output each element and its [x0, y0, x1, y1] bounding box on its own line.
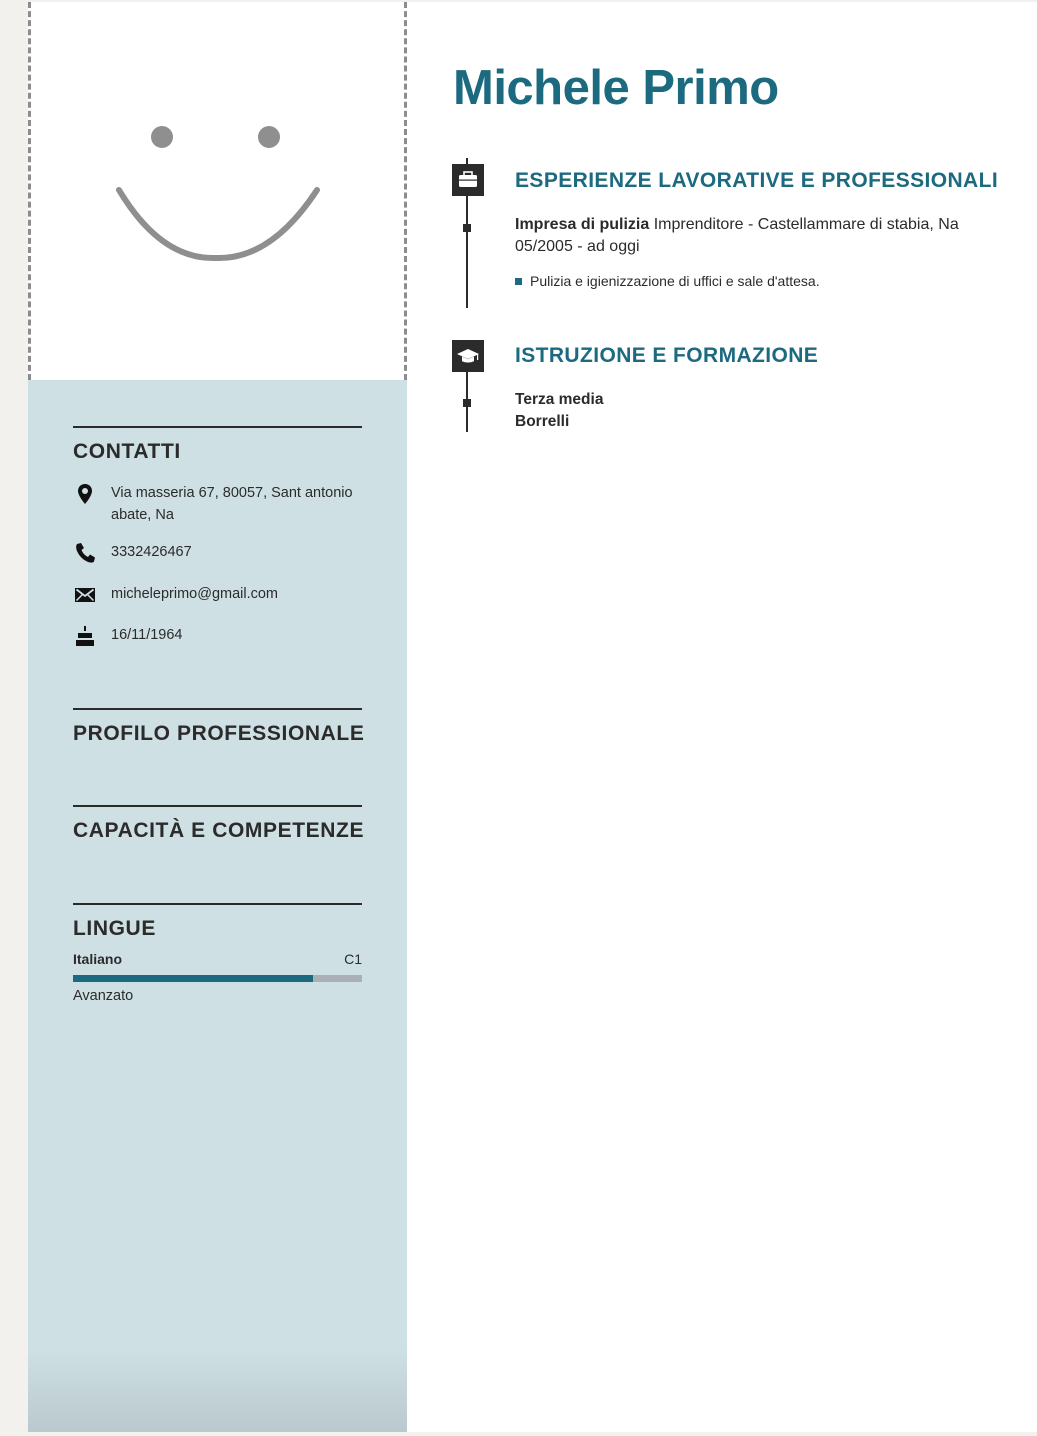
contacts-title: CONTATTI: [73, 440, 181, 463]
education-title: ISTRUZIONE E FORMAZIONE: [515, 344, 819, 367]
briefcase-icon: [452, 164, 484, 196]
education-item: [515, 389, 995, 433]
skills-section: [73, 805, 365, 843]
sidebar-panel: [28, 380, 407, 1432]
experience-bullet: [515, 273, 820, 289]
contact-birthdate: [73, 624, 362, 648]
bullet-text: Pulizia e igienizzazione di uffici e sale d'attesa.: [530, 273, 820, 289]
experience-item: [515, 214, 995, 258]
birthday-cake-icon: [73, 624, 97, 648]
education-icon-box: [452, 340, 484, 372]
main-content: [407, 2, 1037, 1432]
birthdate-text: 16/11/1964: [111, 627, 183, 643]
experience-title: ESPERIENZE LAVORATIVE E PROFESSIONALI: [515, 169, 999, 192]
profile-title: PROFILO PROFESSIONALE: [73, 722, 365, 745]
contact-phone: [73, 541, 362, 565]
section-divider: [73, 805, 362, 807]
experience-heading: [515, 214, 995, 236]
language-code: C1: [344, 951, 362, 967]
language-bar: [73, 975, 362, 982]
experience-period: 05/2005 - ad oggi: [515, 238, 640, 255]
graduation-cap-icon: [452, 340, 484, 372]
phone-icon: [73, 541, 97, 565]
languages-section: [73, 903, 362, 1004]
language-item: [73, 951, 362, 967]
person-name: Michele Primo: [453, 61, 779, 115]
contact-email: [73, 583, 362, 607]
contact-address: [73, 482, 362, 526]
contacts-section: [73, 426, 362, 643]
experience-company: Impresa di pulizia: [515, 216, 650, 233]
mail-icon: [73, 583, 97, 607]
section-divider: [73, 426, 362, 428]
address-text: Via masseria 67, 80057, Sant antonio abate, Na: [111, 485, 353, 523]
email-text: micheleprimo@gmail.com: [111, 586, 279, 602]
section-divider: [73, 708, 362, 710]
section-divider: [73, 903, 362, 905]
sidebar: [28, 2, 407, 1432]
skills-title: CAPACITÀ E COMPETENZE: [73, 819, 365, 842]
bullet-marker: [515, 278, 522, 285]
education-degree: Terza media: [515, 391, 604, 408]
profile-section: [73, 708, 365, 746]
language-bar-fill: [73, 975, 313, 982]
education-school: Borrelli: [515, 413, 570, 430]
smiley-avatar-icon: [31, 2, 404, 380]
experience-role: Imprenditore - Castellammare di stabia, Na: [653, 216, 959, 233]
resume-page: [28, 2, 1037, 1432]
photo-placeholder: [28, 2, 407, 380]
language-level: Avanzato: [73, 988, 134, 1004]
experience-icon-box: [452, 164, 484, 196]
timeline-marker: [463, 399, 471, 407]
location-pin-icon: [73, 482, 97, 506]
languages-title: LINGUE: [73, 917, 156, 940]
language-name: Italiano: [73, 951, 123, 967]
phone-text: 3332426467: [111, 544, 192, 560]
timeline-marker: [463, 224, 471, 232]
